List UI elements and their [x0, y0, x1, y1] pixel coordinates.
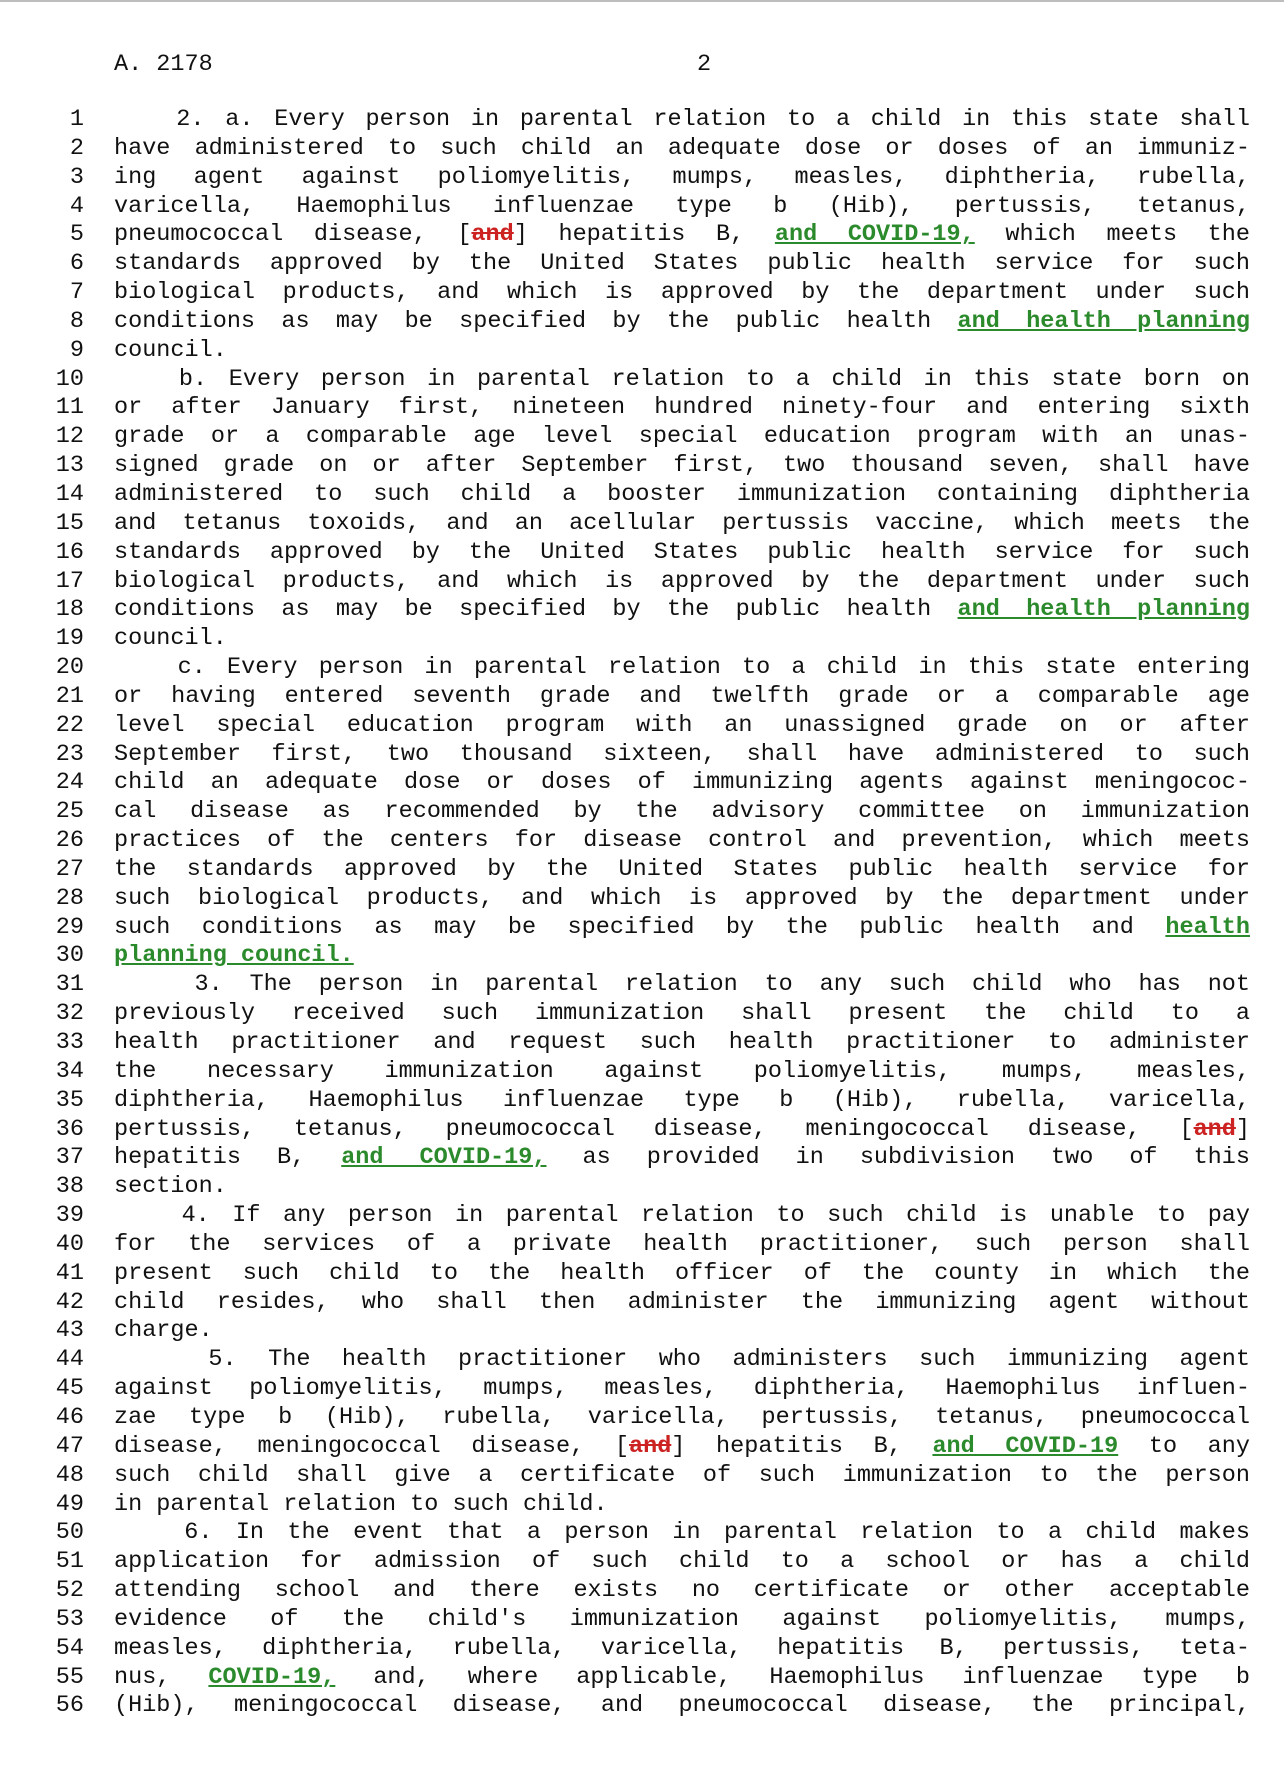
bill-line	[0, 683, 1284, 712]
line-text	[114, 1260, 1250, 1289]
line-text	[114, 914, 1250, 943]
line-number: 38	[55, 1173, 84, 1201]
line-number: 55	[55, 1663, 84, 1691]
top-rule	[0, 0, 1284, 2]
bill-line	[0, 1404, 1284, 1433]
page-number: 2	[696, 51, 712, 78]
text-segment: 6. In the event that a person in parental relation to a child makes	[114, 1519, 1250, 1547]
line-text	[114, 1289, 1250, 1318]
deleted-text: and	[1193, 1115, 1236, 1143]
bill-line	[0, 1231, 1284, 1260]
bill-line	[0, 914, 1284, 943]
text-segment: or having entered seventh grade and twelfth grade or a comparable age	[114, 682, 1250, 710]
line-number: 9	[69, 336, 84, 364]
line-number: 5	[69, 221, 84, 249]
line-number: 16	[55, 538, 84, 566]
bill-line	[0, 1000, 1284, 1029]
bill-id: A. 2178	[114, 51, 213, 78]
inserted-text: and health planning	[957, 596, 1250, 624]
text-segment: for the services of a private health practitioner, such person shall	[114, 1230, 1250, 1258]
bill-line	[0, 1462, 1284, 1491]
bill-line	[0, 856, 1284, 885]
page-header	[114, 48, 1250, 82]
text-segment: such conditions as may be specified by the public health and	[114, 913, 1166, 941]
line-number: 51	[55, 1548, 84, 1576]
bill-line	[0, 1346, 1284, 1375]
line-number: 46	[55, 1403, 84, 1431]
inserted-text: and COVID-19,	[774, 221, 975, 249]
text-segment: 2. a. Every person in parental relation to a child in this state shall	[114, 106, 1250, 133]
text-segment: standards approved by the United States public health service for such	[114, 538, 1250, 566]
line-text	[114, 279, 1250, 308]
bill-line	[0, 337, 1284, 366]
text-segment: cal disease as recommended by the advisory committee on immunization	[114, 798, 1250, 826]
line-number: 34	[55, 1057, 84, 1085]
text-segment: hepatitis B,	[114, 1144, 342, 1172]
deleted-text: and	[471, 221, 514, 249]
line-text	[114, 1000, 1250, 1029]
text-segment: application for admission of such child to a school or has a child	[114, 1548, 1250, 1576]
line-number: 49	[55, 1490, 84, 1518]
line-number: 48	[55, 1461, 84, 1489]
bill-line	[0, 712, 1284, 741]
inserted-text: planning council.	[114, 942, 354, 970]
line-number: 21	[55, 682, 84, 710]
line-number: 27	[55, 855, 84, 883]
text-segment: attending school and there exists no certificate or other acceptable	[114, 1577, 1250, 1605]
line-text	[114, 1433, 1250, 1462]
text-segment: 3. The person in parental relation to any such child who has not	[114, 971, 1250, 999]
text-segment: council.	[114, 336, 227, 364]
line-text	[114, 337, 1250, 366]
line-number: 44	[55, 1346, 84, 1374]
line-number: 19	[55, 625, 84, 653]
bill-text-body	[0, 106, 1284, 1721]
line-text	[114, 885, 1250, 914]
text-segment: ]	[1235, 1115, 1250, 1143]
text-segment: charge.	[114, 1317, 213, 1345]
bill-line	[0, 193, 1284, 222]
line-number: 12	[55, 423, 84, 451]
line-number: 6	[69, 250, 84, 278]
line-text	[114, 856, 1250, 885]
line-text	[114, 596, 1250, 625]
inserted-text: and COVID-19,	[341, 1144, 547, 1172]
line-text	[114, 712, 1250, 741]
line-number: 31	[55, 971, 84, 999]
line-number: 20	[55, 654, 84, 682]
bill-line	[0, 366, 1284, 395]
text-segment: 5. The health practitioner who administers such immunizing agent	[114, 1346, 1250, 1374]
line-text	[114, 1606, 1250, 1635]
bill-line	[0, 1548, 1284, 1577]
line-number: 24	[55, 769, 84, 797]
line-text	[114, 481, 1250, 510]
bill-line	[0, 1087, 1284, 1116]
line-text	[114, 539, 1250, 568]
line-text	[114, 193, 1250, 222]
line-text	[114, 798, 1250, 827]
text-segment: b. Every person in parental relation to a child in this state born on	[114, 365, 1250, 393]
text-segment: conditions as may be specified by the public health	[114, 596, 958, 624]
text-segment: section.	[114, 1173, 227, 1201]
bill-line	[0, 1260, 1284, 1289]
line-text	[114, 1635, 1250, 1664]
bill-line	[0, 1433, 1284, 1462]
text-segment: previously received such immunization shall present the child to a	[114, 1000, 1250, 1028]
bill-line	[0, 394, 1284, 423]
bill-line	[0, 741, 1284, 770]
text-segment: health practitioner and request such health practitioner to administer	[114, 1029, 1250, 1056]
line-number: 10	[55, 365, 84, 393]
line-number: 39	[55, 1202, 84, 1230]
line-text	[114, 1116, 1250, 1145]
text-segment: zae type b (Hib), rubella, varicella, pertussis, tetanus, pneumococcal	[114, 1403, 1250, 1431]
line-number: 1	[69, 106, 84, 133]
bill-line	[0, 1289, 1284, 1318]
line-text	[114, 1346, 1250, 1375]
text-segment: against poliomyelitis, mumps, measles, diphtheria, Haemophilus influen-	[114, 1375, 1250, 1403]
text-segment: pneumococcal disease, [	[114, 221, 472, 249]
line-text	[114, 1692, 1250, 1721]
text-segment: pertussis, tetanus, pneumococcal disease, meningococcal disease, [	[114, 1115, 1194, 1143]
inserted-text: and COVID-19	[932, 1432, 1119, 1460]
line-text	[114, 221, 1250, 250]
line-number: 50	[55, 1519, 84, 1547]
bill-line	[0, 164, 1284, 193]
inserted-text: and health planning	[957, 307, 1250, 335]
line-text	[114, 1664, 1250, 1693]
line-text	[114, 510, 1250, 539]
text-segment: administered to such child a booster immunization containing diphtheria	[114, 480, 1250, 508]
bill-line	[0, 1029, 1284, 1058]
line-number: 7	[69, 279, 84, 307]
bill-line	[0, 423, 1284, 452]
line-number: 35	[55, 1086, 84, 1114]
line-text	[114, 1548, 1250, 1577]
line-number: 4	[69, 192, 84, 220]
inserted-text: health	[1165, 913, 1250, 941]
line-number: 18	[55, 596, 84, 624]
text-segment: in parental relation to such child.	[114, 1490, 608, 1518]
text-segment: the necessary immunization against poliomyelitis, mumps, measles,	[114, 1057, 1250, 1085]
line-text	[114, 827, 1250, 856]
bill-line	[0, 1317, 1284, 1346]
line-number: 26	[55, 827, 84, 855]
text-segment: as provided in subdivision two of this	[546, 1144, 1250, 1172]
line-number: 30	[55, 942, 84, 970]
bill-line	[0, 1116, 1284, 1145]
bill-line	[0, 1144, 1284, 1173]
bill-line	[0, 1635, 1284, 1664]
text-segment: which meets the	[974, 221, 1250, 249]
bill-line	[0, 798, 1284, 827]
bill-line	[0, 452, 1284, 481]
line-text	[114, 654, 1250, 683]
line-number: 2	[69, 134, 84, 162]
line-number: 22	[55, 711, 84, 739]
bill-line	[0, 971, 1284, 1000]
line-text	[114, 135, 1250, 164]
bill-line	[0, 885, 1284, 914]
line-number: 42	[55, 1288, 84, 1316]
text-segment: grade or a comparable age level special education program with an unas-	[114, 423, 1250, 451]
bill-line	[0, 279, 1284, 308]
text-segment: child resides, who shall then administer the immunizing agent without	[114, 1288, 1250, 1316]
line-number: 47	[55, 1432, 84, 1460]
bill-line	[0, 1606, 1284, 1635]
text-segment: varicella, Haemophilus influenzae type b (Hib), pertussis, tetanus,	[114, 192, 1250, 220]
bill-line	[0, 568, 1284, 597]
text-segment: and, where applicable, Haemophilus influenzae type b	[335, 1663, 1250, 1691]
text-segment: September first, two thousand sixteen, shall have administered to such	[114, 740, 1250, 768]
text-segment: disease, meningococcal disease, [	[114, 1432, 629, 1460]
bill-line	[0, 106, 1284, 135]
line-text	[114, 452, 1250, 481]
text-segment: level special education program with an unassigned grade on or after	[114, 711, 1250, 739]
line-number: 41	[55, 1259, 84, 1287]
line-text	[114, 625, 1250, 654]
line-text	[114, 1058, 1250, 1087]
line-text	[114, 164, 1250, 193]
bill-line	[0, 1375, 1284, 1404]
inserted-text: COVID-19,	[208, 1663, 336, 1691]
bill-line	[0, 942, 1284, 971]
line-number: 11	[55, 394, 84, 422]
line-number: 25	[55, 798, 84, 826]
bill-line	[0, 1202, 1284, 1231]
text-segment: present such child to the health officer of the county in which the	[114, 1259, 1250, 1287]
line-text	[114, 1491, 1250, 1520]
deleted-text: and	[628, 1432, 672, 1460]
line-text	[114, 1404, 1250, 1433]
text-segment: have administered to such child an adequate dose or doses of an immuniz-	[114, 134, 1250, 162]
line-number: 52	[55, 1577, 84, 1605]
text-segment: evidence of the child's immunization against poliomyelitis, mumps,	[114, 1605, 1250, 1633]
bill-line	[0, 250, 1284, 279]
text-segment: biological products, and which is approved by the department under such	[114, 279, 1250, 307]
line-text	[114, 106, 1250, 135]
line-text	[114, 1144, 1250, 1173]
text-segment: conditions as may be specified by the public health	[114, 307, 958, 335]
bill-line	[0, 1519, 1284, 1548]
line-text	[114, 1519, 1250, 1548]
text-segment: nus,	[114, 1663, 209, 1691]
line-text	[114, 1202, 1250, 1231]
line-number: 15	[55, 509, 84, 537]
bill-line	[0, 654, 1284, 683]
text-segment: standards approved by the United States public health service for such	[114, 250, 1250, 278]
line-number: 56	[55, 1692, 84, 1720]
line-text	[114, 1577, 1250, 1606]
text-segment: the standards approved by the United States public health service for	[114, 855, 1250, 883]
text-segment: such biological products, and which is approved by the department under	[114, 884, 1250, 912]
text-segment: ing agent against poliomyelitis, mumps, measles, diphtheria, rubella,	[114, 163, 1250, 191]
line-text	[114, 308, 1250, 337]
line-text	[114, 1029, 1250, 1058]
line-text	[114, 942, 1250, 971]
line-number: 17	[55, 567, 84, 595]
bill-line	[0, 1491, 1284, 1520]
line-text	[114, 1087, 1250, 1116]
line-number: 29	[55, 913, 84, 941]
line-number: 8	[69, 307, 84, 335]
line-text	[114, 568, 1250, 597]
bill-line	[0, 827, 1284, 856]
line-number: 53	[55, 1605, 84, 1633]
line-number: 45	[55, 1375, 84, 1403]
bill-line	[0, 1577, 1284, 1606]
bill-line	[0, 135, 1284, 164]
text-segment: signed grade on or after September first, two thousand seven, shall have	[114, 452, 1250, 480]
line-text	[114, 1375, 1250, 1404]
text-segment: diphtheria, Haemophilus influenzae type b (Hib), rubella, varicella,	[114, 1086, 1250, 1114]
bill-line	[0, 625, 1284, 654]
text-segment: child an adequate dose or doses of immunizing agents against meningococ-	[114, 769, 1250, 797]
text-segment: or after January first, nineteen hundred ninety-four and entering sixth	[114, 394, 1250, 422]
text-segment: measles, diphtheria, rubella, varicella, hepatitis B, pertussis, teta-	[114, 1634, 1250, 1662]
bill-line	[0, 596, 1284, 625]
bill-line	[0, 1664, 1284, 1693]
line-text	[114, 683, 1250, 712]
bill-line	[0, 1173, 1284, 1202]
line-text	[114, 1462, 1250, 1491]
text-segment: (Hib), meningococcal disease, and pneumococcal disease, the principal,	[114, 1692, 1250, 1720]
line-number: 40	[55, 1230, 84, 1258]
line-text	[114, 394, 1250, 423]
line-text	[114, 769, 1250, 798]
line-text	[114, 366, 1250, 395]
text-segment: and tetanus toxoids, and an acellular pertussis vaccine, which meets the	[114, 509, 1250, 537]
text-segment: ] hepatitis B,	[513, 221, 775, 249]
bill-line	[0, 510, 1284, 539]
line-text	[114, 1231, 1250, 1260]
text-segment: practices of the centers for disease control and prevention, which meets	[114, 827, 1250, 855]
text-segment: ] hepatitis B,	[671, 1432, 933, 1460]
line-text	[114, 1317, 1250, 1346]
line-text	[114, 423, 1250, 452]
line-text	[114, 250, 1250, 279]
line-number: 14	[55, 480, 84, 508]
bill-line	[0, 221, 1284, 250]
bill-line	[0, 1058, 1284, 1087]
line-number: 3	[69, 163, 84, 191]
line-number: 28	[55, 884, 84, 912]
line-text	[114, 971, 1250, 1000]
bill-line	[0, 769, 1284, 798]
text-segment: council.	[114, 625, 227, 653]
text-segment: biological products, and which is approved by the department under such	[114, 567, 1250, 595]
bill-line	[0, 481, 1284, 510]
line-number: 33	[55, 1029, 84, 1056]
line-number: 36	[55, 1115, 84, 1143]
text-segment: such child shall give a certificate of such immunization to the person	[114, 1461, 1250, 1489]
line-number: 13	[55, 452, 84, 480]
line-text	[114, 741, 1250, 770]
line-number: 37	[55, 1144, 84, 1172]
text-segment: c. Every person in parental relation to a child in this state entering	[114, 654, 1250, 682]
bill-line	[0, 539, 1284, 568]
line-number: 32	[55, 1000, 84, 1028]
text-segment: to any	[1118, 1432, 1250, 1460]
line-text	[114, 1173, 1250, 1202]
line-number: 43	[55, 1317, 84, 1345]
bill-line	[0, 1692, 1284, 1721]
bill-line	[0, 308, 1284, 337]
line-number: 54	[55, 1634, 84, 1662]
line-number: 23	[55, 740, 84, 768]
text-segment: 4. If any person in parental relation to such child is unable to pay	[114, 1202, 1250, 1230]
